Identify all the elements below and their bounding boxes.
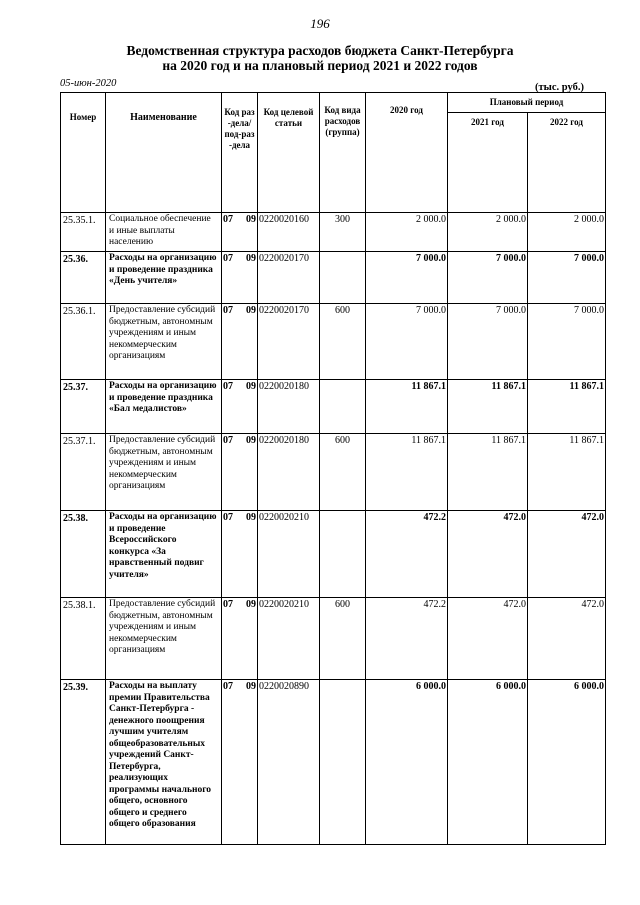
row-value-2021: 6 000.0 xyxy=(448,680,528,845)
table-row xyxy=(61,380,606,434)
row-value-2021: 11 867.1 xyxy=(448,434,528,511)
row-value-2021: 7 000.0 xyxy=(448,304,528,380)
table-row xyxy=(61,598,606,680)
row-value-2020: 7 000.0 xyxy=(366,252,448,304)
row-value-2022: 11 867.1 xyxy=(528,380,606,434)
row-value-2020: 2 000.0 xyxy=(366,213,448,252)
row-target-code: 0220020210 xyxy=(258,598,320,680)
row-razdel xyxy=(222,511,258,598)
document-date: 05-июн-2020 xyxy=(60,78,117,89)
table-row xyxy=(61,511,606,598)
row-razdel-code: 07 xyxy=(223,435,233,446)
row-value-2021: 7 000.0 xyxy=(448,252,528,304)
table-row xyxy=(61,434,606,511)
header-2021: 2021 год xyxy=(448,113,528,213)
table-row xyxy=(61,680,606,845)
row-razdel-code: 07 xyxy=(223,599,233,610)
row-razdel xyxy=(222,598,258,680)
row-number: 25.38.1. xyxy=(61,598,106,680)
header-plan: Плановый период xyxy=(448,93,606,113)
row-razdel xyxy=(222,213,258,252)
row-value-2020: 472.2 xyxy=(366,598,448,680)
row-razdel-code: 07 xyxy=(223,512,233,523)
row-number: 25.35.1. xyxy=(61,213,106,252)
row-expense-type: 600 xyxy=(320,434,366,511)
budget-table xyxy=(60,92,606,845)
row-razdel-code: 07 xyxy=(223,253,233,264)
row-expense-type xyxy=(320,380,366,434)
row-target-code: 0220020890 xyxy=(258,680,320,845)
row-razdel-code: 07 xyxy=(223,381,233,392)
row-target-code: 0220020170 xyxy=(258,304,320,380)
row-target-code: 0220020160 xyxy=(258,213,320,252)
row-razdel-code: 07 xyxy=(223,305,233,316)
row-target-code: 0220020210 xyxy=(258,511,320,598)
table-row xyxy=(61,304,606,380)
row-podrazdel-code: 09 xyxy=(246,305,256,316)
row-number: 25.39. xyxy=(61,680,106,845)
document-title xyxy=(0,43,640,73)
header-2020: 2020 год xyxy=(366,93,448,213)
row-name: Предоставление субсидий бюджетным, автономным учреждениям и иным некоммерческим организациям xyxy=(106,434,222,511)
row-value-2022: 11 867.1 xyxy=(528,434,606,511)
row-value-2021: 2 000.0 xyxy=(448,213,528,252)
page-number: 196 xyxy=(310,16,330,31)
row-expense-type: 600 xyxy=(320,598,366,680)
row-value-2022: 7 000.0 xyxy=(528,304,606,380)
row-razdel xyxy=(222,380,258,434)
row-value-2022: 2 000.0 xyxy=(528,213,606,252)
row-razdel xyxy=(222,252,258,304)
row-value-2020: 11 867.1 xyxy=(366,434,448,511)
row-value-2020: 472.2 xyxy=(366,511,448,598)
row-number: 25.38. xyxy=(61,511,106,598)
header-name: Наименование xyxy=(106,93,222,213)
row-value-2020: 11 867.1 xyxy=(366,380,448,434)
row-podrazdel-code: 09 xyxy=(246,214,256,225)
row-expense-type xyxy=(320,252,366,304)
row-value-2021: 472.0 xyxy=(448,511,528,598)
row-value-2022: 7 000.0 xyxy=(528,252,606,304)
row-podrazdel-code: 09 xyxy=(246,253,256,264)
table-row xyxy=(61,213,606,252)
row-razdel xyxy=(222,304,258,380)
row-number: 25.36.1. xyxy=(61,304,106,380)
row-number: 25.37. xyxy=(61,380,106,434)
table-row xyxy=(61,252,606,304)
row-name: Предоставление субсидий бюджетным, автономным учреждениям и иным некоммерческим организациям xyxy=(106,304,222,380)
row-expense-type xyxy=(320,511,366,598)
title-line-1: Ведомственная структура расходов бюджета Санкт-Петербурга xyxy=(126,43,514,58)
row-expense-type: 300 xyxy=(320,213,366,252)
header-vid: Код вида расходов (группа) xyxy=(320,93,366,213)
row-name: Расходы на организацию и проведение праздника «День учителя» xyxy=(106,252,222,304)
units-label: (тыс. руб.) xyxy=(535,82,584,93)
header-number: Номер xyxy=(61,93,106,213)
row-razdel-code: 07 xyxy=(223,214,233,225)
title-line-2: на 2020 год и на плановый период 2021 и 2022 годов xyxy=(162,58,478,73)
row-target-code: 0220020170 xyxy=(258,252,320,304)
row-razdel-code: 07 xyxy=(223,681,233,692)
row-value-2022: 6 000.0 xyxy=(528,680,606,845)
row-name: Расходы на выплату премии Правительства Санкт-Петербурга - денежного поощрения лучшим учителям общеобразовательных учреждений Санкт-Петербурга, реализующих программы начального общего, основного общего и среднего общего образования xyxy=(106,680,222,845)
row-value-2020: 6 000.0 xyxy=(366,680,448,845)
row-value-2021: 472.0 xyxy=(448,598,528,680)
row-podrazdel-code: 09 xyxy=(246,512,256,523)
row-podrazdel-code: 09 xyxy=(246,381,256,392)
row-target-code: 0220020180 xyxy=(258,380,320,434)
row-value-2020: 7 000.0 xyxy=(366,304,448,380)
row-value-2021: 11 867.1 xyxy=(448,380,528,434)
row-name: Расходы на организацию и проведение Всероссийского конкурса «За нравственный подвиг учителя» xyxy=(106,511,222,598)
row-expense-type: 600 xyxy=(320,304,366,380)
row-expense-type xyxy=(320,680,366,845)
row-podrazdel-code: 09 xyxy=(246,435,256,446)
row-podrazdel-code: 09 xyxy=(246,599,256,610)
row-value-2022: 472.0 xyxy=(528,598,606,680)
row-target-code: 0220020180 xyxy=(258,434,320,511)
row-name: Расходы на организацию и проведение праздника «Бал медалистов» xyxy=(106,380,222,434)
row-number: 25.36. xyxy=(61,252,106,304)
header-razdel: Код раз-дела/ под-раз-дела xyxy=(222,93,258,213)
header-target: Код целевой статьи xyxy=(258,93,320,213)
row-name: Социальное обеспечение и иные выплаты населению xyxy=(106,213,222,252)
row-podrazdel-code: 09 xyxy=(246,681,256,692)
header-2022: 2022 год xyxy=(528,113,606,213)
row-name: Предоставление субсидий бюджетным, автономным учреждениям и иным некоммерческим организациям xyxy=(106,598,222,680)
row-number: 25.37.1. xyxy=(61,434,106,511)
row-razdel xyxy=(222,680,258,845)
row-razdel xyxy=(222,434,258,511)
row-value-2022: 472.0 xyxy=(528,511,606,598)
